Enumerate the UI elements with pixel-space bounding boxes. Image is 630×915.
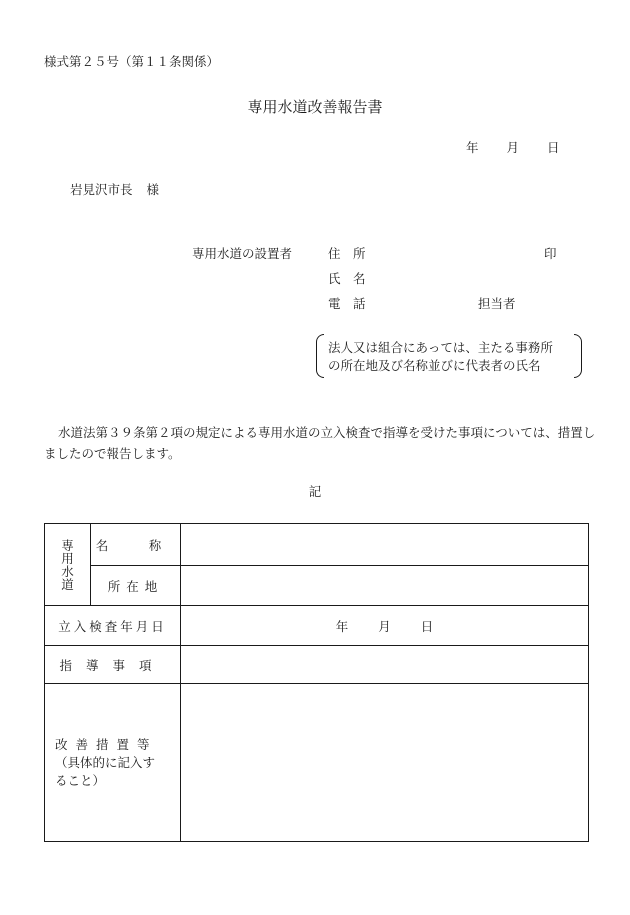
inspection-day: 日 xyxy=(420,618,434,634)
seal-mark: 印 xyxy=(544,246,557,261)
location-label: 所在地 xyxy=(91,566,181,606)
location-field[interactable] xyxy=(181,566,589,606)
addressee xyxy=(70,182,159,198)
inspection-date-field[interactable] xyxy=(181,606,589,646)
improvement-label-line: （具体的に記入す xyxy=(55,754,156,770)
category-char: 道 xyxy=(61,576,74,592)
guidance-label: 指導事項 xyxy=(45,646,181,684)
category-char: 水 xyxy=(61,563,74,579)
addressee-name: 岩見沢市長 xyxy=(70,182,133,197)
date-month: 月 xyxy=(506,140,520,155)
category-char: 用 xyxy=(61,550,74,566)
category-char: 専 xyxy=(61,537,74,553)
form-number: 様式第２５号（第１１条関係） xyxy=(44,54,220,69)
document-title: 専用水道改善報告書 xyxy=(247,98,383,116)
name-label: 氏 名 xyxy=(328,271,366,286)
improvement-field[interactable] xyxy=(181,684,589,842)
facility-name-field[interactable] xyxy=(181,524,589,566)
improvement-label xyxy=(45,684,181,842)
improvement-label-line: ること） xyxy=(55,772,106,788)
installer-label: 専用水道の設置者 xyxy=(192,246,293,261)
left-bracket xyxy=(316,334,324,378)
report-table xyxy=(44,523,589,842)
inspection-date-label: 立入検査年月日 xyxy=(45,606,181,646)
corporate-note-line: の所在地及び名称並びに代表者の氏名 xyxy=(328,358,541,373)
contact-person-label: 担当者 xyxy=(478,296,516,311)
date-day: 日 xyxy=(547,140,560,155)
right-bracket xyxy=(574,334,582,378)
guidance-field[interactable] xyxy=(181,646,589,684)
phone-label: 電 話 xyxy=(328,296,366,311)
water-supply-category-cell xyxy=(45,524,91,606)
report-date xyxy=(466,140,560,156)
date-year: 年 xyxy=(466,140,479,155)
inspection-month: 月 xyxy=(378,618,391,634)
ki-heading: 記 xyxy=(308,484,322,499)
corporate-note-line: 法人又は組合にあっては、主たる事務所 xyxy=(328,340,553,355)
improvement-label-line: 改善措置等 xyxy=(55,736,158,752)
address-label: 住 所 xyxy=(328,246,366,261)
inspection-year: 年 xyxy=(335,618,349,634)
facility-name-label: 名 称 xyxy=(91,524,181,566)
addressee-honorific: 様 xyxy=(146,182,160,197)
corporate-note xyxy=(316,334,582,378)
body-paragraph: 水道法第３９条第２項の規定による専用水道の立入検査で指導を受けた事項については、措置しましたので報告します。 xyxy=(44,425,596,461)
